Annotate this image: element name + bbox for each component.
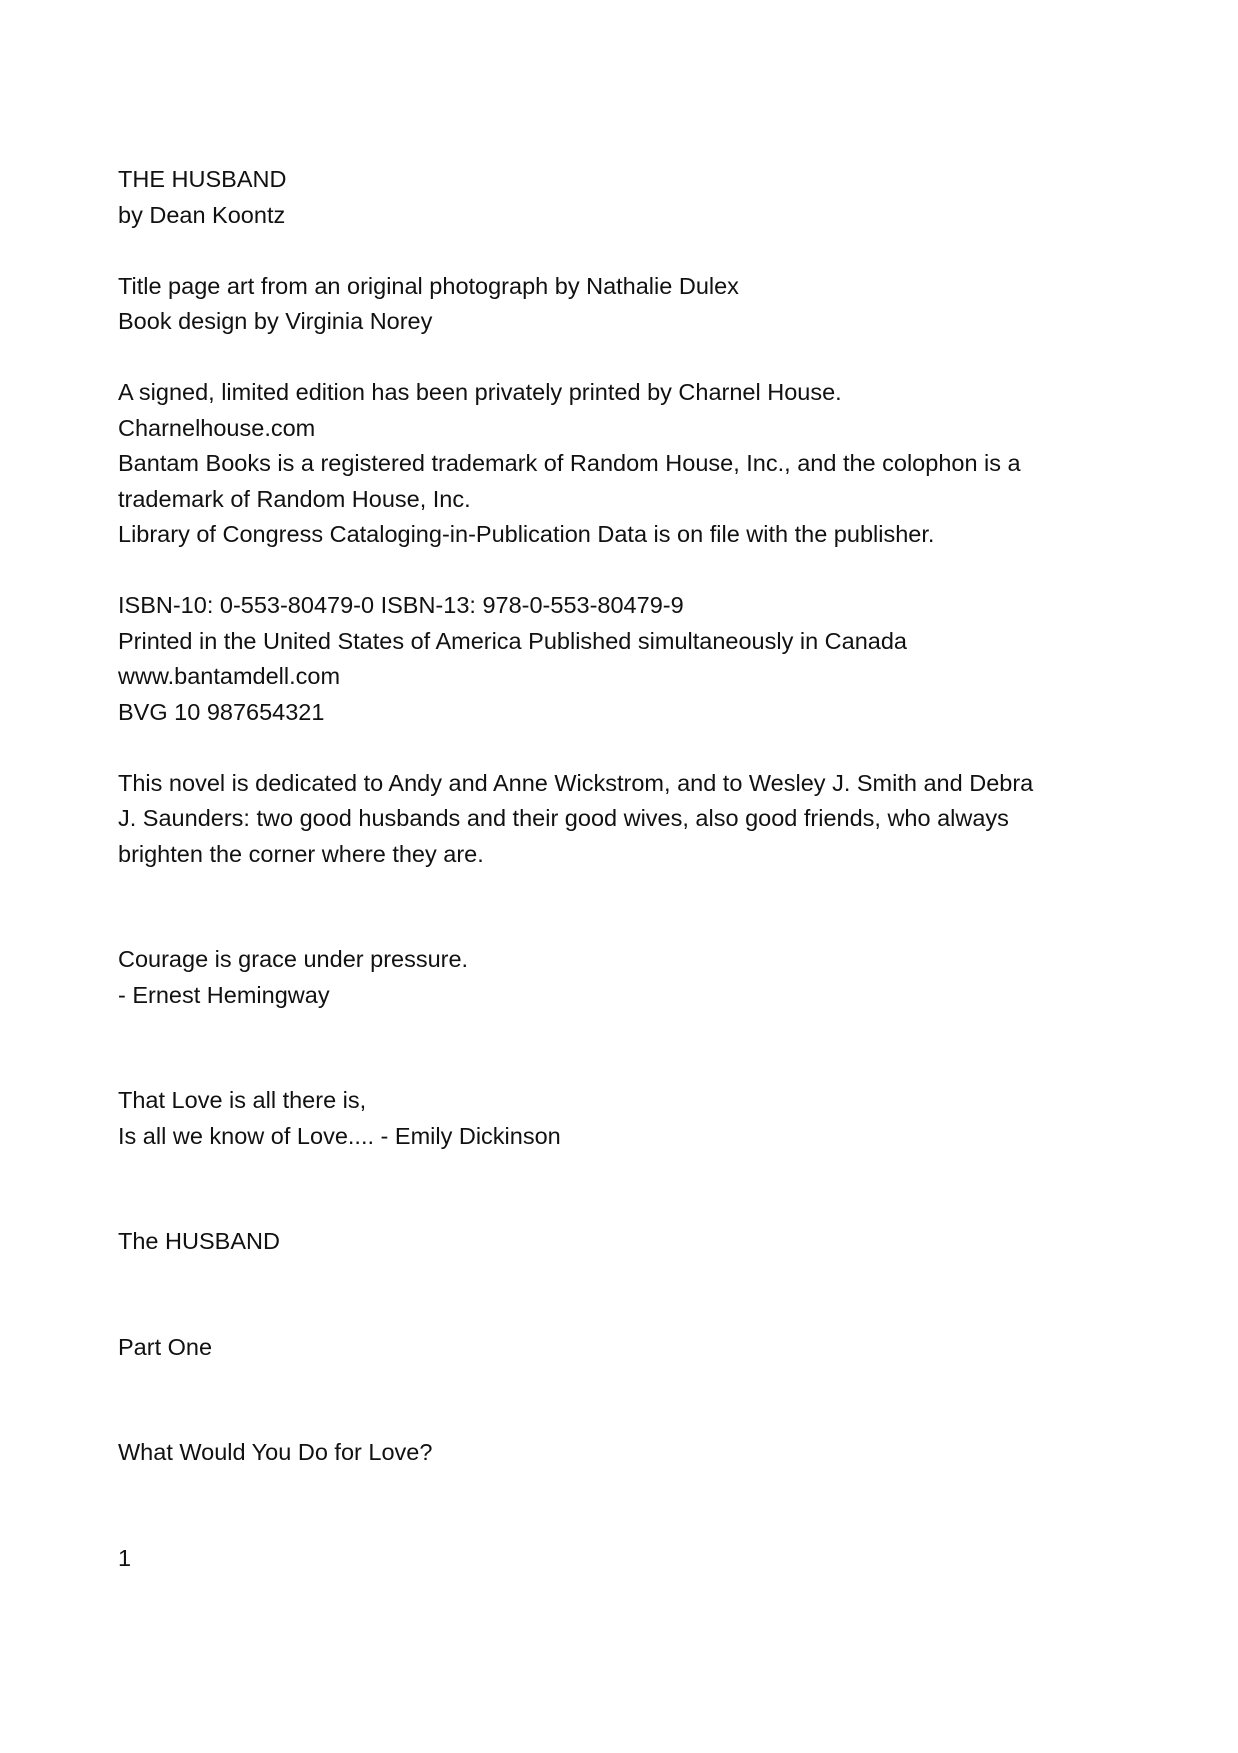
- limited-edition-note: A signed, limited edition has been privately printed by Charnel House.: [118, 379, 842, 405]
- part-heading: Part One: [118, 1333, 213, 1360]
- epigraph-hemingway-attribution: - Ernest Hemingway: [118, 981, 330, 1008]
- library-of-congress-note: Library of Congress Cataloging-in-Publication Data is on file with the publisher.: [118, 521, 935, 547]
- dedication-line-1: This novel is dedicated to Andy and Anne Wickstrom, and to Wesley J. Smith and Debra: [118, 769, 1034, 796]
- isbn-numbers: ISBN-10: 0-553-80479-0 ISBN-13: 978-0-553-80479-9: [118, 592, 684, 618]
- publisher-website: www.bantamdell.com: [118, 663, 341, 689]
- bvg-number: BVG 10 987654321: [118, 698, 325, 725]
- book-title-repeat: The HUSBAND: [118, 1228, 280, 1254]
- art-credit: Title page art from an original photograph by Nathalie Dulex: [118, 272, 739, 299]
- trademark-line-1: Bantam Books is a registered trademark of Random House, Inc., and the colophon is a: [118, 450, 1021, 476]
- design-credit: Book design by Virginia Norey: [118, 308, 433, 334]
- dedication-line-2: J. Saunders: two good husbands and their good wives, also good friends, who always: [118, 805, 1009, 831]
- epigraph-dickinson-line-2: Is all we know of Love.... - Emily Dickinson: [118, 1122, 561, 1149]
- part-title: What Would You Do for Love?: [118, 1439, 433, 1465]
- epigraph-hemingway-quote: Courage is grace under pressure.: [118, 946, 469, 972]
- printed-in-note: Printed in the United States of America Published simultaneously in Canada: [118, 627, 908, 654]
- dedication-line-3: brighten the corner where they are.: [118, 840, 484, 867]
- page-content: [118, 162, 1118, 1576]
- book-title-heading: THE HUSBAND: [118, 166, 287, 192]
- charnel-house-site: Charnelhouse.com: [118, 414, 316, 441]
- author-line: by Dean Koontz: [118, 201, 286, 228]
- epigraph-dickinson-line-1: That Love is all there is,: [118, 1087, 367, 1113]
- trademark-line-2: trademark of Random House, Inc.: [118, 485, 471, 512]
- chapter-number: 1: [118, 1544, 132, 1571]
